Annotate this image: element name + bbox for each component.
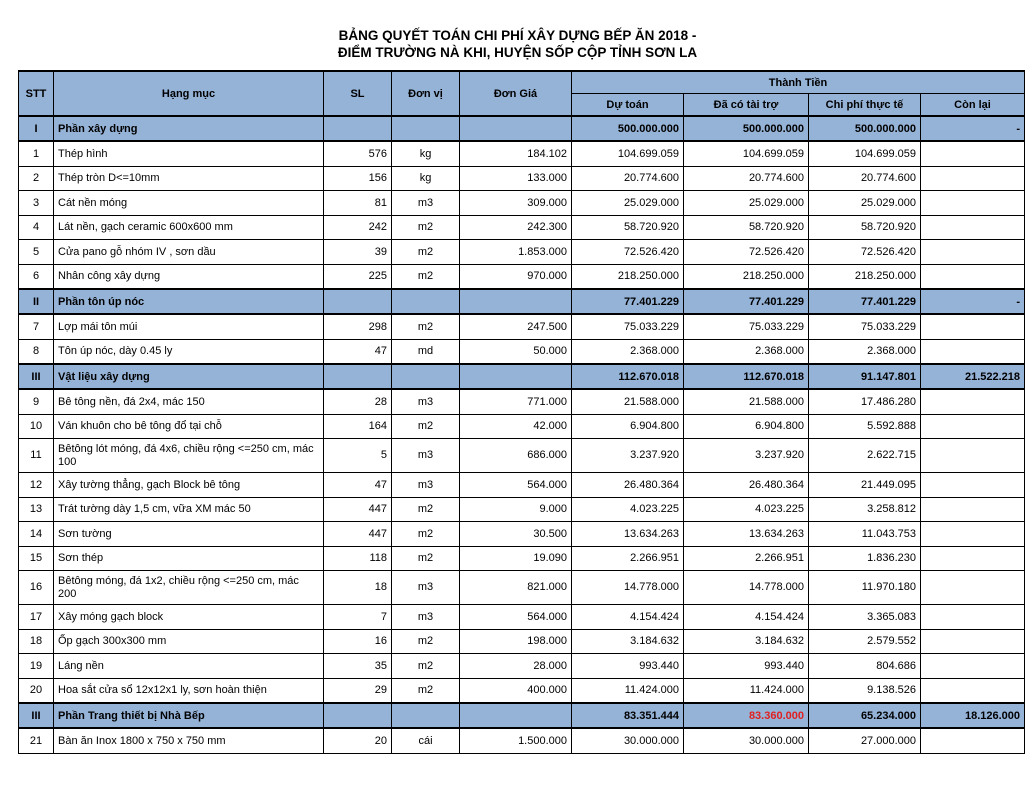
header-da-co-tai-tro: Đã có tài trợ	[684, 94, 809, 117]
cell-con-lai	[921, 389, 1025, 414]
cell-don-gia: 970.000	[460, 264, 572, 289]
cell-don-vi: m2	[392, 264, 460, 289]
header-don-vi: Đơn vị	[392, 71, 460, 116]
cell-don-vi: m3	[392, 439, 460, 473]
table-row	[19, 191, 1025, 216]
cell-du-toan: 3.237.920	[572, 439, 684, 473]
cell-stt: 13	[19, 497, 54, 522]
cell-con-lai: -	[921, 289, 1025, 314]
cell-da-co-tai-tro: 218.250.000	[684, 264, 809, 289]
cell-hang-muc: Phần Trang thiết bị Nhà Bếp	[54, 703, 324, 728]
cell-sl: 18	[324, 571, 392, 605]
cell-chi-phi-thuc-te: 11.043.753	[809, 522, 921, 547]
cell-don-vi: kg	[392, 141, 460, 166]
cell-chi-phi-thuc-te: 75.033.229	[809, 314, 921, 339]
cell-chi-phi-thuc-te: 17.486.280	[809, 389, 921, 414]
cell-sl: 447	[324, 522, 392, 547]
table-row	[19, 414, 1025, 439]
cell-hang-muc: Nhân công xây dựng	[54, 264, 324, 289]
cell-don-vi: m3	[392, 389, 460, 414]
header-chi-phi-thuc-te: Chi phí thực tế	[809, 94, 921, 117]
table-row	[19, 141, 1025, 166]
cell-sl: 81	[324, 191, 392, 216]
cell-chi-phi-thuc-te: 72.526.420	[809, 240, 921, 265]
cell-don-vi: m2	[392, 215, 460, 240]
cell-hang-muc: Bêtông móng, đá 1x2, chiều rộng <=250 cm, mác 200	[54, 571, 324, 605]
cell-stt: 4	[19, 215, 54, 240]
cell-da-co-tai-tro: 20.774.600	[684, 166, 809, 191]
cell-sl: 47	[324, 339, 392, 364]
cell-chi-phi-thuc-te: 804.686	[809, 654, 921, 679]
cell-du-toan: 104.699.059	[572, 141, 684, 166]
cell-don-vi: m2	[392, 678, 460, 703]
cell-da-co-tai-tro: 25.029.000	[684, 191, 809, 216]
cell-hang-muc: Trát tường dày 1,5 cm, vữa XM mác 50	[54, 497, 324, 522]
cell-du-toan: 21.588.000	[572, 389, 684, 414]
cell-don-gia: 1.500.000	[460, 728, 572, 753]
table-row	[19, 240, 1025, 265]
cell-con-lai	[921, 546, 1025, 571]
cell-don-gia	[460, 703, 572, 728]
cell-hang-muc: Thép hình	[54, 141, 324, 166]
cell-con-lai: 18.126.000	[921, 703, 1025, 728]
cell-con-lai: 21.522.218	[921, 364, 1025, 389]
cell-du-toan: 77.401.229	[572, 289, 684, 314]
cell-don-gia: 564.000	[460, 605, 572, 630]
cell-chi-phi-thuc-te: 1.836.230	[809, 546, 921, 571]
cell-sl: 164	[324, 414, 392, 439]
cell-sl: 29	[324, 678, 392, 703]
cell-du-toan: 2.266.951	[572, 546, 684, 571]
cell-sl: 225	[324, 264, 392, 289]
cell-hang-muc: Bê tông nền, đá 2x4, mác 150	[54, 389, 324, 414]
cell-stt: I	[19, 116, 54, 141]
cell-don-gia: 771.000	[460, 389, 572, 414]
cell-chi-phi-thuc-te: 77.401.229	[809, 289, 921, 314]
cell-chi-phi-thuc-te: 65.234.000	[809, 703, 921, 728]
cell-don-vi: m2	[392, 314, 460, 339]
cell-chi-phi-thuc-te: 27.000.000	[809, 728, 921, 753]
cell-con-lai	[921, 314, 1025, 339]
cell-stt: 16	[19, 571, 54, 605]
cell-don-vi: m3	[392, 473, 460, 498]
cell-stt: 15	[19, 546, 54, 571]
cell-stt: 20	[19, 678, 54, 703]
cell-don-gia	[460, 289, 572, 314]
cell-con-lai	[921, 605, 1025, 630]
table-row	[19, 166, 1025, 191]
cell-con-lai	[921, 439, 1025, 473]
cell-du-toan: 30.000.000	[572, 728, 684, 753]
cell-don-gia: 242.300	[460, 215, 572, 240]
cell-don-vi	[392, 289, 460, 314]
section-row	[19, 703, 1025, 728]
cell-sl: 118	[324, 546, 392, 571]
cell-don-vi: m2	[392, 414, 460, 439]
cell-hang-muc: Lát nền, gạch ceramic 600x600 mm	[54, 215, 324, 240]
table-row	[19, 389, 1025, 414]
cell-con-lai	[921, 497, 1025, 522]
cell-sl: 16	[324, 629, 392, 654]
cell-hang-muc: Vật liệu xây dựng	[54, 364, 324, 389]
cell-con-lai	[921, 215, 1025, 240]
cell-con-lai	[921, 678, 1025, 703]
header-stt: STT	[19, 71, 54, 116]
cell-sl: 7	[324, 605, 392, 630]
cell-sl	[324, 364, 392, 389]
table-row	[19, 264, 1025, 289]
cell-du-toan: 11.424.000	[572, 678, 684, 703]
cell-stt: III	[19, 364, 54, 389]
table-row	[19, 439, 1025, 473]
cell-sl: 35	[324, 654, 392, 679]
table-row	[19, 314, 1025, 339]
cell-da-co-tai-tro: 6.904.800	[684, 414, 809, 439]
cell-chi-phi-thuc-te: 500.000.000	[809, 116, 921, 141]
cell-da-co-tai-tro: 4.154.424	[684, 605, 809, 630]
cell-stt: III	[19, 703, 54, 728]
cell-sl: 156	[324, 166, 392, 191]
report-title-line2: ĐIỂM TRƯỜNG NÀ KHI, HUYỆN SỐP CỘP TỈNH SƠN LA	[337, 45, 698, 60]
cell-du-toan: 2.368.000	[572, 339, 684, 364]
cell-chi-phi-thuc-te: 104.699.059	[809, 141, 921, 166]
cell-du-toan: 72.526.420	[572, 240, 684, 265]
cell-don-gia: 50.000	[460, 339, 572, 364]
cell-hang-muc: Thép tròn D<=10mm	[54, 166, 324, 191]
cell-da-co-tai-tro: 26.480.364	[684, 473, 809, 498]
cell-du-toan: 25.029.000	[572, 191, 684, 216]
cell-sl: 28	[324, 389, 392, 414]
cell-con-lai	[921, 654, 1025, 679]
table-header	[19, 71, 1025, 116]
cell-du-toan: 75.033.229	[572, 314, 684, 339]
cell-hang-muc: Phần tôn úp nóc	[54, 289, 324, 314]
cell-don-vi: cái	[392, 728, 460, 753]
cell-don-vi	[392, 703, 460, 728]
cell-don-gia	[460, 116, 572, 141]
cell-con-lai	[921, 728, 1025, 753]
table-row	[19, 654, 1025, 679]
cell-hang-muc: Cát nền móng	[54, 191, 324, 216]
cell-stt: 6	[19, 264, 54, 289]
cell-don-vi: m2	[392, 497, 460, 522]
cell-don-gia: 184.102	[460, 141, 572, 166]
table-row	[19, 215, 1025, 240]
cell-con-lai	[921, 191, 1025, 216]
cell-chi-phi-thuc-te: 5.592.888	[809, 414, 921, 439]
cell-chi-phi-thuc-te: 25.029.000	[809, 191, 921, 216]
cell-du-toan: 58.720.920	[572, 215, 684, 240]
cell-don-vi: kg	[392, 166, 460, 191]
cell-du-toan: 3.184.632	[572, 629, 684, 654]
cell-du-toan: 6.904.800	[572, 414, 684, 439]
table-body	[19, 116, 1025, 753]
cell-hang-muc: Xây móng gạch block	[54, 605, 324, 630]
cell-hang-muc: Xây tường thẳng, gạch Block bê tông	[54, 473, 324, 498]
cell-don-gia: 133.000	[460, 166, 572, 191]
cell-don-vi: m3	[392, 191, 460, 216]
cell-stt: 21	[19, 728, 54, 753]
section-row	[19, 364, 1025, 389]
cell-da-co-tai-tro: 14.778.000	[684, 571, 809, 605]
cell-don-gia: 9.000	[460, 497, 572, 522]
cell-chi-phi-thuc-te: 3.365.083	[809, 605, 921, 630]
cell-du-toan: 500.000.000	[572, 116, 684, 141]
cell-du-toan: 4.023.225	[572, 497, 684, 522]
cell-da-co-tai-tro: 11.424.000	[684, 678, 809, 703]
cell-hang-muc: Bêtông lót móng, đá 4x6, chiều rộng <=250 cm, mác 100	[54, 439, 324, 473]
cell-hang-muc: Lợp mái tôn múi	[54, 314, 324, 339]
cell-du-toan: 14.778.000	[572, 571, 684, 605]
table-row	[19, 339, 1025, 364]
header-con-lai: Còn lại	[921, 94, 1025, 117]
cell-chi-phi-thuc-te: 58.720.920	[809, 215, 921, 240]
cell-chi-phi-thuc-te: 91.147.801	[809, 364, 921, 389]
cell-sl	[324, 703, 392, 728]
cell-hang-muc: Sơn tường	[54, 522, 324, 547]
cell-chi-phi-thuc-te: 11.970.180	[809, 571, 921, 605]
cell-don-vi	[392, 364, 460, 389]
cell-hang-muc: Sơn thép	[54, 546, 324, 571]
table-row	[19, 629, 1025, 654]
cell-don-gia: 42.000	[460, 414, 572, 439]
cell-don-gia: 28.000	[460, 654, 572, 679]
cell-sl	[324, 289, 392, 314]
header-du-toan: Dự toán	[572, 94, 684, 117]
cell-da-co-tai-tro: 3.184.632	[684, 629, 809, 654]
table-row	[19, 678, 1025, 703]
cell-da-co-tai-tro: 2.368.000	[684, 339, 809, 364]
cell-don-gia: 821.000	[460, 571, 572, 605]
cell-sl: 242	[324, 215, 392, 240]
cell-sl: 298	[324, 314, 392, 339]
cell-hang-muc: Ốp gạch 300x300 mm	[54, 629, 324, 654]
cell-don-gia: 564.000	[460, 473, 572, 498]
cell-con-lai	[921, 166, 1025, 191]
cell-stt: 14	[19, 522, 54, 547]
cell-da-co-tai-tro: 75.033.229	[684, 314, 809, 339]
cell-da-co-tai-tro: 112.670.018	[684, 364, 809, 389]
header-don-gia: Đơn Giá	[460, 71, 572, 116]
cell-don-gia	[460, 364, 572, 389]
cell-da-co-tai-tro: 72.526.420	[684, 240, 809, 265]
table-row	[19, 473, 1025, 498]
cell-don-gia: 19.090	[460, 546, 572, 571]
cell-du-toan: 218.250.000	[572, 264, 684, 289]
cell-du-toan: 83.351.444	[572, 703, 684, 728]
header-sl: SL	[324, 71, 392, 116]
cell-con-lai: -	[921, 116, 1025, 141]
cell-du-toan: 993.440	[572, 654, 684, 679]
cell-con-lai	[921, 414, 1025, 439]
table-row	[19, 571, 1025, 605]
cell-stt: 8	[19, 339, 54, 364]
cell-hang-muc: Ván khuôn cho bê tông đổ tại chỗ	[54, 414, 324, 439]
cell-sl: 39	[324, 240, 392, 265]
cell-chi-phi-thuc-te: 9.138.526	[809, 678, 921, 703]
cell-stt: 7	[19, 314, 54, 339]
cell-con-lai	[921, 571, 1025, 605]
cell-hang-muc: Tôn úp nóc, dày 0.45 ly	[54, 339, 324, 364]
cell-don-vi	[392, 116, 460, 141]
cell-con-lai	[921, 339, 1025, 364]
cell-don-vi: m3	[392, 571, 460, 605]
cell-stt: 12	[19, 473, 54, 498]
table-row	[19, 728, 1025, 753]
table-row	[19, 605, 1025, 630]
cell-don-vi: m2	[392, 654, 460, 679]
cell-da-co-tai-tro: 30.000.000	[684, 728, 809, 753]
cell-don-gia: 30.500	[460, 522, 572, 547]
cell-stt: 1	[19, 141, 54, 166]
cell-don-vi: md	[392, 339, 460, 364]
cell-sl	[324, 116, 392, 141]
table-row	[19, 522, 1025, 547]
cell-don-vi: m2	[392, 522, 460, 547]
cell-da-co-tai-tro: 104.699.059	[684, 141, 809, 166]
cell-don-vi: m3	[392, 605, 460, 630]
cell-da-co-tai-tro: 3.237.920	[684, 439, 809, 473]
cell-don-gia: 198.000	[460, 629, 572, 654]
header-hang-muc: Hạng mục	[54, 71, 324, 116]
cell-chi-phi-thuc-te: 2.368.000	[809, 339, 921, 364]
cell-sl: 20	[324, 728, 392, 753]
cell-don-vi: m2	[392, 240, 460, 265]
cell-da-co-tai-tro: 2.266.951	[684, 546, 809, 571]
cell-du-toan: 20.774.600	[572, 166, 684, 191]
cell-don-gia: 309.000	[460, 191, 572, 216]
cell-du-toan: 112.670.018	[572, 364, 684, 389]
cell-du-toan: 13.634.263	[572, 522, 684, 547]
cell-con-lai	[921, 629, 1025, 654]
cell-con-lai	[921, 264, 1025, 289]
table-row	[19, 546, 1025, 571]
cell-con-lai	[921, 141, 1025, 166]
cell-sl: 447	[324, 497, 392, 522]
cell-da-co-tai-tro: 83.360.000	[684, 703, 809, 728]
cell-chi-phi-thuc-te: 2.622.715	[809, 439, 921, 473]
cell-stt: 9	[19, 389, 54, 414]
cell-da-co-tai-tro: 77.401.229	[684, 289, 809, 314]
cell-stt: 18	[19, 629, 54, 654]
cell-chi-phi-thuc-te: 2.579.552	[809, 629, 921, 654]
cell-stt: II	[19, 289, 54, 314]
cell-hang-muc: Láng nền	[54, 654, 324, 679]
cell-da-co-tai-tro: 993.440	[684, 654, 809, 679]
cell-don-gia: 1.853.000	[460, 240, 572, 265]
header-thanh-tien: Thành Tiền	[572, 71, 1025, 94]
cell-da-co-tai-tro: 4.023.225	[684, 497, 809, 522]
report-title-line1: BẢNG QUYẾT TOÁN CHI PHÍ XÂY DỰNG BẾP ĂN 2018 -	[338, 28, 697, 43]
cell-hang-muc: Phần xây dựng	[54, 116, 324, 141]
cell-con-lai	[921, 473, 1025, 498]
cell-stt: 19	[19, 654, 54, 679]
cell-chi-phi-thuc-te: 20.774.600	[809, 166, 921, 191]
cell-con-lai	[921, 240, 1025, 265]
cell-con-lai	[921, 522, 1025, 547]
cell-stt: 5	[19, 240, 54, 265]
cell-da-co-tai-tro: 58.720.920	[684, 215, 809, 240]
cell-don-gia: 400.000	[460, 678, 572, 703]
cost-settlement-table	[18, 70, 1025, 754]
cell-don-vi: m2	[392, 546, 460, 571]
cell-da-co-tai-tro: 13.634.263	[684, 522, 809, 547]
cell-stt: 2	[19, 166, 54, 191]
cell-du-toan: 4.154.424	[572, 605, 684, 630]
cell-don-gia: 686.000	[460, 439, 572, 473]
cell-du-toan: 26.480.364	[572, 473, 684, 498]
cell-don-gia: 247.500	[460, 314, 572, 339]
cell-stt: 3	[19, 191, 54, 216]
cell-hang-muc: Cửa pano gỗ nhóm IV , sơn dầu	[54, 240, 324, 265]
cell-stt: 11	[19, 439, 54, 473]
cell-stt: 10	[19, 414, 54, 439]
cell-da-co-tai-tro: 500.000.000	[684, 116, 809, 141]
cell-chi-phi-thuc-te: 218.250.000	[809, 264, 921, 289]
cell-hang-muc: Hoa sắt cửa sổ 12x12x1 ly, sơn hoàn thiện	[54, 678, 324, 703]
cell-sl: 47	[324, 473, 392, 498]
table-row	[19, 497, 1025, 522]
cell-sl: 5	[324, 439, 392, 473]
cell-hang-muc: Bàn ăn Inox 1800 x 750 x 750 mm	[54, 728, 324, 753]
cell-don-vi: m2	[392, 629, 460, 654]
cell-chi-phi-thuc-te: 3.258.812	[809, 497, 921, 522]
cell-sl: 576	[324, 141, 392, 166]
section-row	[19, 289, 1025, 314]
cell-stt: 17	[19, 605, 54, 630]
cell-chi-phi-thuc-te: 21.449.095	[809, 473, 921, 498]
cell-da-co-tai-tro: 21.588.000	[684, 389, 809, 414]
section-row	[19, 116, 1025, 141]
